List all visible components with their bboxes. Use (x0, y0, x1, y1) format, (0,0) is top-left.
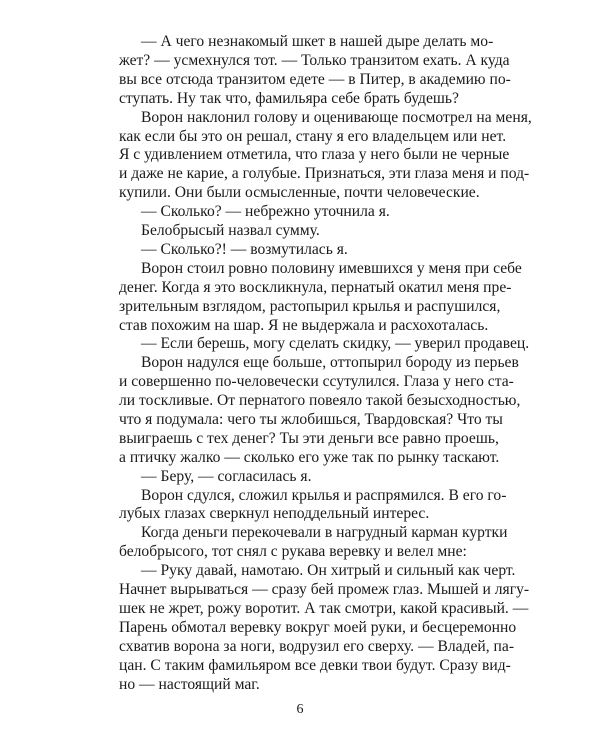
text-line: лубых глазах сверкнул неподдельный интерес. (119, 505, 430, 522)
text-line: белобрысого, тот снял с рукава веревку и велел мне: (119, 543, 467, 560)
text-line: — Сколько? — небрежно уточнила я. (141, 203, 390, 220)
text-line: вы все отсюда транзитом едете — в Питер, в академию по- (119, 71, 511, 88)
text-line: Белобрысый назвал сумму. (141, 222, 320, 239)
text-line: — А чего незнакомый шкет в нашей дыре делать мо- (141, 33, 494, 50)
text-line: зрительным взглядом, растопырил крылья и распушился, (119, 298, 501, 315)
text-line: Ворон наклонил голову и оценивающе посмотрел на меня, (141, 109, 532, 126)
text-line: а птичку жалко — сколько его уже так по рынку таскают. (119, 449, 500, 466)
page-number: 6 (296, 702, 304, 717)
text-line: и совершенно по-человечески ссутулился. Глаза у него ста- (119, 373, 514, 390)
text-line: Начнет вырываться — сразу бей промеж глаз. Мышей и лягу- (119, 581, 530, 598)
text-line: Я с удивлением отметила, что глаза у него были не черные (119, 146, 510, 163)
text-line: — Руку давай, намотаю. Он хитрый и сильный как черт. (141, 562, 516, 579)
text-line: выиграешь с тех денег? Ты эти деньги все равно проешь, (119, 430, 499, 447)
text-line: — Сколько?! — возмутилась я. (141, 241, 348, 258)
text-line: Когда деньги перекочевали в нагрудный карман куртки (141, 524, 508, 541)
text-line: Ворон сдулся, сложил крылья и распрямился. В его го- (141, 487, 507, 504)
text-line: цан. С таким фамильяром все девки твои будут. Сразу вид- (119, 657, 511, 674)
text-line: и даже не карие, а голубые. Признаться, эти глаза меня и под- (119, 165, 530, 182)
text-line: шек не жрет, рожу воротит. А так смотри, какой красивый. — (119, 600, 529, 617)
text-line: но — настоящий маг. (119, 676, 260, 693)
text-line: купили. Они были осмысленные, почти человеческие. (119, 184, 480, 201)
text-line: Парень обмотал веревку вокруг моей руки, и бесцеремонно (119, 619, 517, 636)
text-line: — Беру, — согласилась я. (141, 468, 312, 485)
text-line: как если бы это он решал, стану я его владельцем или нет. (119, 128, 507, 145)
text-line: жет? — усмехнулся тот. — Только транзитом ехать. А куда (119, 52, 510, 69)
text-line: Ворон надулся еще больше, оттопырил бороду из перьев (141, 354, 519, 371)
text-line: став похожим на шар. Я не выдержала и расхохоталась. (119, 317, 489, 334)
text-line: Ворон стоил ровно половину имевшихся у меня при себе (141, 260, 522, 277)
text-line: ли тоскливые. От пернатого повеяло такой безысходностью, (119, 392, 521, 409)
text-line: ступать. Ну так что, фамильяра себе брать будешь? (119, 90, 459, 107)
text-line: денег. Когда я это воскликнула, пернатый окатил меня пре- (119, 279, 512, 296)
text-line: — Если берешь, могу сделать скидку, — уверил продавец. (141, 335, 530, 352)
text-line: схватив ворона за ноги, водрузил его сверху. — Владей, па- (119, 638, 515, 655)
text-line: что я подумала: чего ты жлобишься, Твардовская? Что ты (119, 411, 503, 428)
